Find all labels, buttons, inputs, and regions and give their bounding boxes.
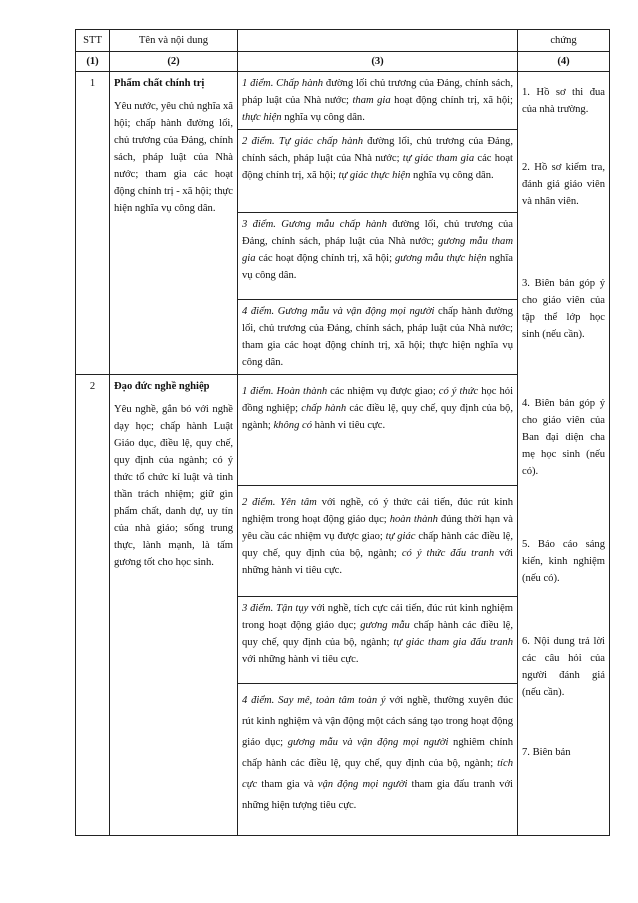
level-description [238,597,518,684]
emphasis-text: tự giác tham gia [402,153,475,164]
emphasis-text: 4 điểm. Say mê, toàn tâm toàn ý [242,695,386,706]
criterion-title: Đạo đức nghề nghiệp [114,381,210,392]
body-text: đường lối, chủ trương của Đảng, chính sách, pháp luật của Nhà nước; [242,219,514,247]
emphasis-text: gương mẫu thực hiện [395,253,487,264]
header-name-content: Tên và nội dung [110,30,238,52]
col-number-1: (1) [76,52,110,72]
body-text: nghĩa vụ công dân. [281,112,365,123]
emphasis-text: thực hiện [242,112,282,123]
body-text: với nghề, thường xuyên đúc rút kinh nghiệm và vận động một cách sáng tạo trong hoạt động giáo dục; [242,695,513,748]
column-number-row [76,52,610,72]
emphasis-text: chấp hành [301,403,347,414]
emphasis-text: có ý thức [438,386,479,397]
criterion-title: Phẩm chất chính trị [114,78,205,89]
emphasis-text: gương mẫu và vận động mọi người [287,737,449,748]
emphasis-text: tích cực [242,758,513,790]
evidence-item: 2. Hồ sơ kiểm tra, đánh giá giáo viên và nhân viên. [522,162,605,207]
body-text: các điều lệ, quy chế, quy định của bộ, ngành; [242,403,513,431]
criterion-description: Yêu nước, yêu chủ nghĩa xã hội; chấp hành đường lối, chủ trương của Đảng, chính sách, pháp luật của Nhà nước; tham gia các hoạt động chính trị - xã hội; thực hiện nghĩa vụ công dân. [114,101,234,214]
emphasis-text: gương mẫu [360,620,410,631]
body-text: đường lối, chủ trương của Đảng, chính sách, pháp luật của Nhà nước; [242,136,513,164]
body-text: các hoạt động chính trị, xã hội; [255,253,395,264]
emphasis-text: 2 điểm. Tự giác chấp hành [242,136,363,147]
emphasis-text: không có [273,420,313,431]
body-text: với nghề, có ý thức cải tiến, đúc rút kinh nghiệm trong hoạt động giáo dục; [242,497,514,525]
col-number-2: (2) [110,52,238,72]
level-description [238,684,518,836]
body-text: học hỏi đồng nghiệp; [242,386,514,414]
evidence-item: 1. Hồ sơ thi đua của nhà trường. [522,87,605,115]
emphasis-text: 4 điểm. Gương mẫu và vận động mọi người [242,306,435,317]
emphasis-text: gương mẫu tham gia [242,236,513,264]
emphasis-text: tự giác thực hiện [338,170,411,181]
body-text: với những hành vi tiêu cực. [242,654,359,665]
criterion-cell [110,375,238,836]
header-col3 [238,30,518,52]
body-text: các nhiệm vụ được giao; [327,386,439,397]
body-text: tham gia và [257,779,318,790]
body-text: các hoạt động chính trị, xã hội; [242,153,513,181]
emphasis-text: 1 điểm. Hoàn thành [242,386,328,397]
emphasis-text: tham gia [352,95,391,106]
col-number-3: (3) [238,52,518,72]
header-row [76,30,610,52]
body-text: nghĩa vụ công dân. [242,253,513,281]
criterion-number: 2 [76,375,110,836]
criterion-number: 1 [76,72,110,375]
evidence-item: 7. Biên bản [522,747,571,758]
emphasis-text: 2 điểm. Yên tâm [242,497,317,508]
criterion-1-level-1-row [76,72,610,130]
header-stt: STT [76,30,110,52]
emphasis-text: tự giác [385,531,416,542]
level-description [238,213,518,300]
evidence-cell [518,72,610,836]
criterion-description: Yêu nghề, gắn bó với nghề dạy học; chấp hành Luật Giáo dục, điều lệ, quy chế, quy định của ngành; có ý thức tổ chức kỉ luật và tinh thần trách nhiệm; giữ gìn phẩm chất, danh dự, uy tín của nhà giáo; sống trung thực, lành mạnh, là tấm gương tốt cho học sinh. [114,404,233,568]
body-text: đường lối chủ trương của Đảng, chính sách, pháp luật của Nhà nước; [242,78,513,106]
level-description [238,130,518,213]
body-text: tham gia đấu tranh với những hiện tượng tiêu cực. [242,779,513,811]
emphasis-text: 1 điểm. Chấp hành [242,78,324,89]
emphasis-text: 3 điểm. Tận tụy [242,603,309,614]
body-text: chấp hành đường lối, chủ trương của Đảng, chính sách, pháp luật của Nhà nước; tham gia các hoạt động chính trị, xã hội; thực hiện nghĩa vụ công dân. [242,306,513,368]
emphasis-text: vận động mọi người [317,779,408,790]
body-text: đúng thời hạn và yêu cầu các nhiệm vụ được giao; [242,514,514,542]
body-text: hoạt động chính trị, xã hội; [390,95,513,106]
emphasis-text: 3 điểm. Gương mẫu chấp hành [242,219,387,230]
body-text: hành vi tiêu cực. [312,420,386,431]
emphasis-text: tự giác tham gia đấu tranh [393,637,514,648]
body-text: chấp hành các điều lệ, quy chế, quy định của bộ, ngành; [242,531,513,559]
col-number-4: (4) [518,52,610,72]
evaluation-table [75,29,610,836]
evidence-item: 6. Nội dung trả lời các câu hỏi của người đánh giá (nếu cần). [522,636,605,698]
body-text: với những hành vi tiêu cực. [242,548,513,576]
level-description [238,486,518,597]
criterion-cell [110,72,238,375]
level-description [238,375,518,486]
body-text: với nghề, tích cực cải tiến, đúc rút kinh nghiệm trong hoạt động giáo dục; [242,603,513,631]
emphasis-text: hoàn thành [389,514,438,525]
emphasis-text: có ý thức đấu tranh [401,548,495,559]
header-evidence: chứng [518,30,610,52]
evidence-item: 3. Biên bản góp ý cho giáo viên của tập thể lớp học sinh (nếu cần). [522,278,605,340]
body-text: chấp hành các điều lệ, quy chế, quy định của bộ, ngành; [242,620,513,648]
evidence-item: 5. Báo cáo sáng kiến, kinh nghiệm (nếu có). [522,539,605,584]
body-text: nghĩa vụ công dân. [410,170,494,181]
level-description [238,72,518,130]
level-description [238,300,518,375]
body-text: nghiêm chỉnh chấp hành các điều lệ, quy chế, quy định của bộ, ngành; [242,737,513,769]
evidence-item: 4. Biên bản góp ý cho giáo viên của Ban đại diện cha mẹ học sinh (nếu có). [522,398,605,477]
